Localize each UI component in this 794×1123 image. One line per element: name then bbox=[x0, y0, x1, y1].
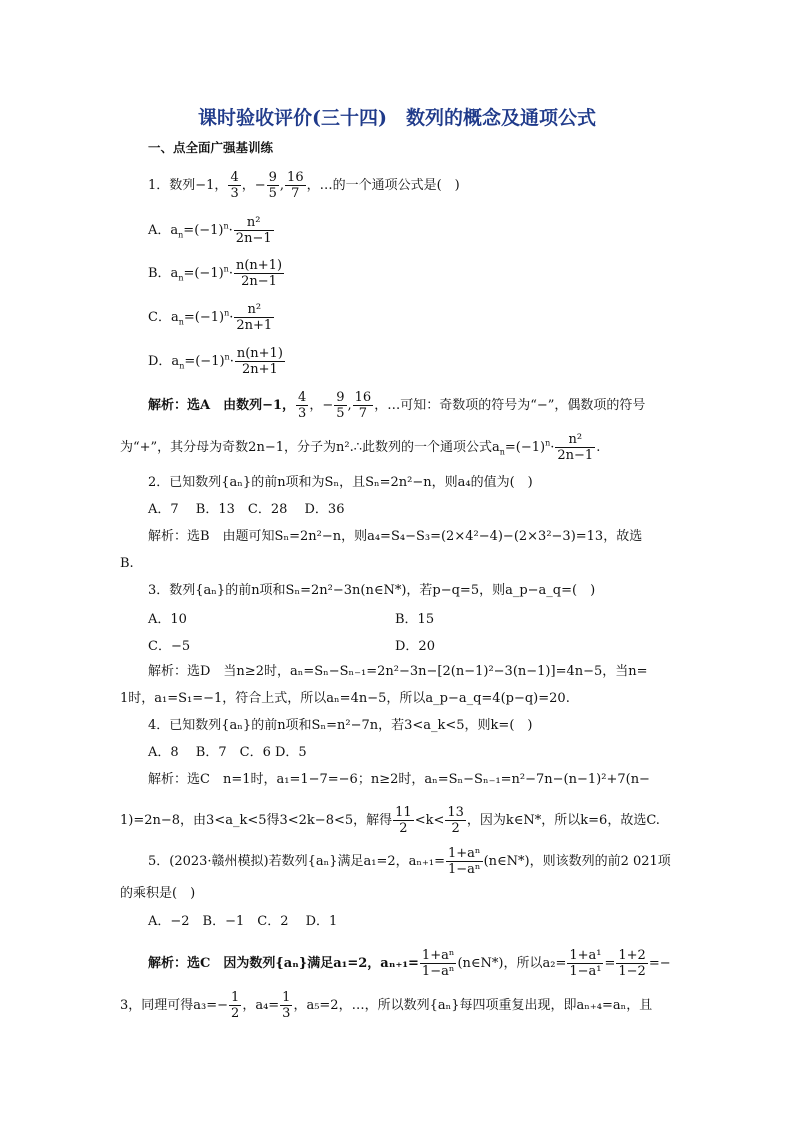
q5-stem-line2: 的乘积是( ) bbox=[120, 886, 196, 901]
q3-option-a: A．10 bbox=[148, 612, 187, 627]
q2-solution-line1: 解析：选B 由题可知Sₙ=2n²−n，则a₄=S₄−S₃=(2×4²−4)−(2×3²−3)=13，故选 bbox=[148, 529, 643, 544]
q1-option-b: B．$a_n=(-1)^n\cdot$ $\frac{n(n+1)}{2n-1}$ bbox=[148, 258, 283, 289]
q4-solution-line1: 解析：选C n=1时，a₁=1−7=−6；n≥2时，aₙ=Sₙ−Sₙ₋₁=n²−7n−(n−1)²+7(n− bbox=[148, 772, 650, 787]
q1-stem: 1．数列−1， $\frac{4}{3}$ ，− $\frac{9}{5}$ , $\frac{16}{7}$ ，…的一个通项公式是( ) bbox=[148, 170, 460, 201]
q1-solution-line1: 解析：选A 由数列−1， $\frac{4}{3}$ ，− $\frac{9}{5}$ , $\frac{16}{7}$ ，…可知：奇数项的符号为“−”，偶数项的符号 bbox=[148, 390, 646, 421]
q2-solution-line2: B. bbox=[120, 556, 134, 571]
section-heading: 一、点全面广强基训练 bbox=[148, 140, 274, 155]
q3-stem: 3．数列{aₙ}的前n项和Sₙ=2n²−3n(n∈N*)，若p−q=5，则a_p−a_q=( ) bbox=[148, 583, 596, 598]
q2-stem: 2．已知数列{aₙ}的前n项和为Sₙ，且Sₙ=2n²−n，则a₄的值为( ) bbox=[148, 475, 533, 490]
q4-solution-line2: 1)=2n−8，由3<a_k<5得3<2k−8<5，解得 $\frac{11}{2}$ <k< $\frac{13}{2}$ ，因为k∈N*，所以k=6，故选C. bbox=[120, 805, 660, 836]
q3-option-b: B．15 bbox=[395, 612, 435, 627]
q1-frac-1: $\frac{4}{3}$ bbox=[230, 170, 239, 201]
q2-options: A．7 B．13 C．28 D．36 bbox=[148, 502, 345, 517]
q5-solution-line2: 3，同理可得a₃=− $\frac{1}{2}$ ，a₄= $\frac{1}{3}$ ，a₅=2，…，所以数列{aₙ}每四项重复出现，即aₙ₊₄=aₙ，且 bbox=[120, 990, 653, 1021]
q5-options: A．−2 B．−1 C．2 D．1 bbox=[148, 914, 338, 929]
q3-solution-line2: 1时，a₁=S₁=−1，符合上式，所以aₙ=4n−5，所以a_p−a_q=4(p−q)=20. bbox=[120, 691, 570, 706]
q1-option-c: C．$a_n=(-1)^n\cdot$ $\frac{\text{n²}}{2n+1}$ bbox=[148, 302, 273, 333]
q1-stem-pre: 1．数列−1， bbox=[148, 178, 228, 193]
q4-stem: 4．已知数列{aₙ}的前n项和Sₙ=n²−7n，若3<a_k<5，则k=( ) bbox=[148, 718, 533, 733]
q4-options: A．8 B．7 C．6 D．5 bbox=[148, 745, 307, 760]
q1-solution-line2: 为“+”，其分母为奇数2n−1，分子为n².∴此数列的一个通项公式$a_n=(-1)^n\cdot$ $\frac{\text{n²}}{2n-1}$ . bbox=[120, 432, 601, 463]
page-title: 课时验收评价(三十四) 数列的概念及通项公式 bbox=[198, 107, 596, 129]
q1-option-d: D．$a_n=(-1)^n\cdot$ $\frac{n(n+1)}{2n+1}$ bbox=[148, 346, 283, 377]
q3-option-c: C．−5 bbox=[148, 639, 191, 654]
q1-frac-2: $\frac{9}{5}$ bbox=[268, 170, 277, 201]
q3-solution-line1: 解析：选D 当n≥2时，aₙ=Sₙ−Sₙ₋₁=2n²−3n−[2(n−1)²−3(n−1)]=4n−5，当n= bbox=[148, 664, 648, 679]
q1-frac-3: $\frac{16}{7}$ bbox=[287, 170, 304, 201]
q5-stem: 5．(2023·赣州模拟)若数列{aₙ}满足a₁=2，aₙ₊₁= $\frac{\text{1+aⁿ}}{\text{1−aⁿ}}$ (n∈N*)，则该数列的前2 021项 bbox=[148, 846, 671, 877]
q1-option-a: A．$a_n=(-1)^n\cdot$ $\frac{\text{n²}}{2n-1}$ bbox=[148, 215, 272, 246]
q5-solution-line1: 解析：选C 因为数列{aₙ}满足a₁=2，aₙ₊₁= $\frac{\text{1+aⁿ}}{\text{1−aⁿ}}$ (n∈N*)，所以a₂= $\frac{\text{1+a¹}}{\text{1−a¹}}$ = $\frac{1+2}{1-2}$ =− bbox=[148, 948, 671, 979]
q3-option-d: D．20 bbox=[395, 639, 435, 654]
